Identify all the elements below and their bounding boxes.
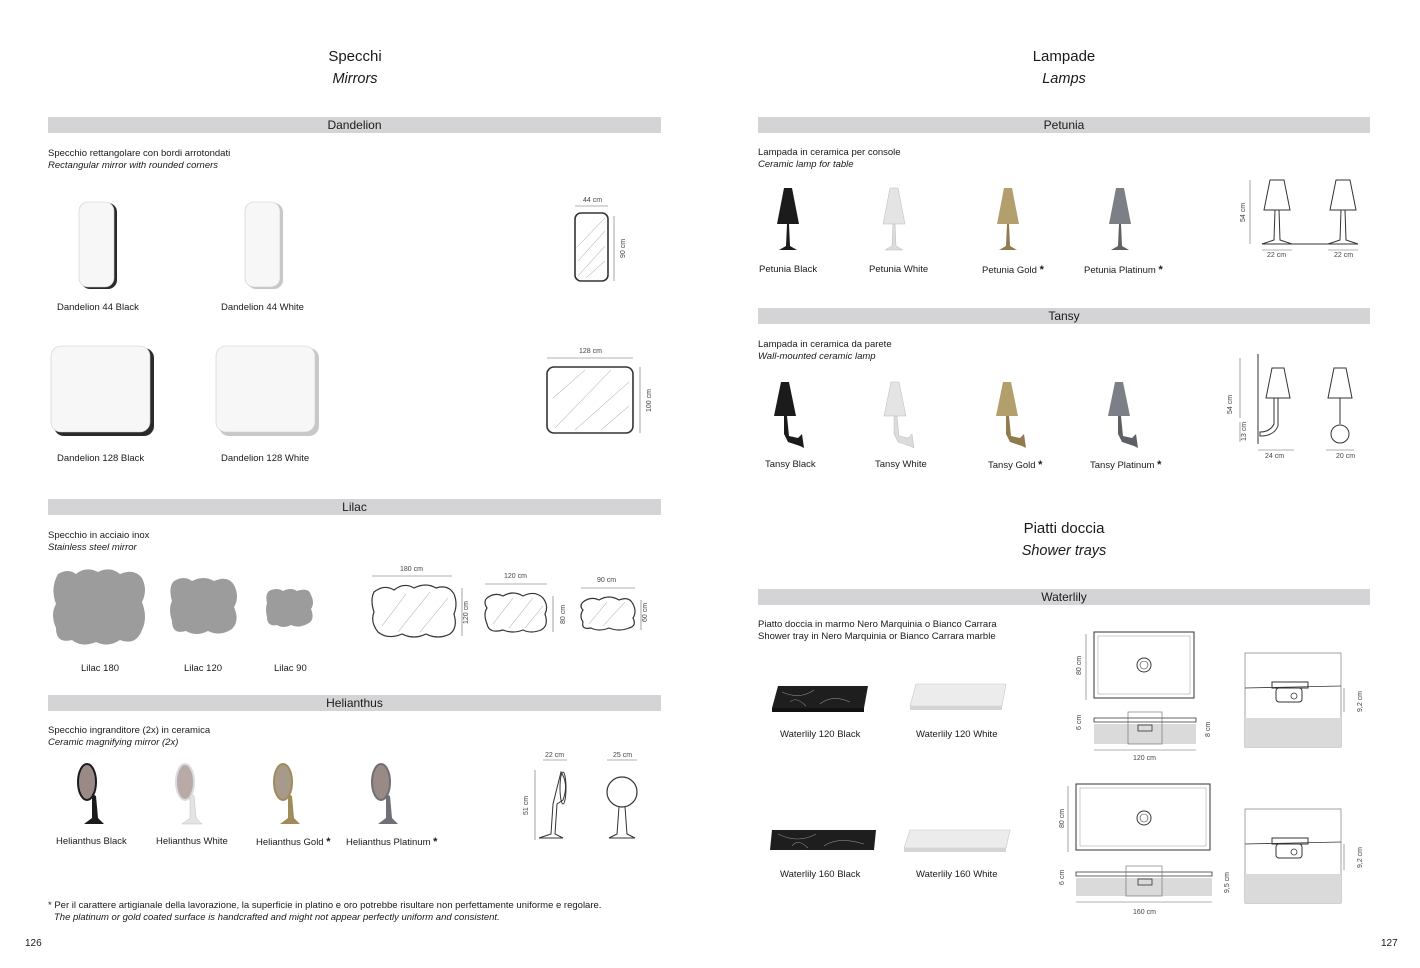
petunia-height: 54 cm bbox=[1240, 202, 1247, 222]
lilac-120-width: 120 cm bbox=[504, 573, 527, 580]
helianthus-gold-name: Helianthus Gold bbox=[256, 837, 324, 848]
tansy-desc-en: Wall-mounted ceramic lamp bbox=[758, 350, 876, 362]
tansy-platinum-label bbox=[1090, 459, 1161, 471]
shower-trays-section-title bbox=[964, 520, 1164, 559]
dandelion-bar: Dandelion bbox=[48, 117, 661, 133]
waterlily-160-section-height: 9,2 cm bbox=[1357, 846, 1364, 868]
tansy-platinum-name: Tansy Platinum bbox=[1090, 460, 1155, 471]
petunia-black-label: Petunia Black bbox=[759, 264, 818, 275]
petunia-desc-en: Ceramic lamp for table bbox=[758, 158, 854, 170]
helianthus-platinum-asterisk: * bbox=[433, 836, 438, 848]
shower-trays-title-en: Shower trays bbox=[1021, 543, 1107, 559]
lamps-section-title bbox=[964, 48, 1164, 87]
waterlily-160-black-label: Waterlily 160 Black bbox=[780, 869, 861, 880]
lilac-180-drawing bbox=[370, 576, 470, 642]
dandelion-44-white-label: Dandelion 44 White bbox=[221, 302, 304, 313]
dandelion-44-black-label: Dandelion 44 Black bbox=[57, 302, 139, 313]
helianthus-bar: Helianthus bbox=[48, 695, 661, 711]
waterlily-desc-it: Piatto doccia in marmo Nero Marquinia o Bianco Carrara bbox=[758, 619, 997, 630]
dandelion-44-black-image bbox=[78, 202, 118, 290]
tansy-platinum-image bbox=[1108, 382, 1142, 450]
petunia-platinum-name: Petunia Platinum bbox=[1084, 265, 1156, 276]
waterlily-160-white-label: Waterlily 160 White bbox=[916, 869, 998, 880]
waterlily-160-white-image bbox=[902, 826, 1012, 856]
tansy-width: 20 cm bbox=[1336, 453, 1356, 460]
petunia-white-image bbox=[881, 188, 907, 252]
tansy-description bbox=[758, 339, 892, 362]
tansy-bar: Tansy bbox=[758, 308, 1370, 324]
petunia-gold-image bbox=[995, 188, 1021, 252]
lilac-90-image bbox=[265, 587, 315, 629]
mirrors-title-en: Mirrors bbox=[332, 71, 378, 87]
lilac-90-drawing bbox=[579, 588, 649, 634]
waterlily-desc-en: Shower tray in Nero Marquinia or Bianco Carrara marble bbox=[758, 630, 996, 642]
waterlily-120-drawing bbox=[1086, 630, 1206, 760]
waterlily-120-black-label: Waterlily 120 Black bbox=[780, 729, 861, 740]
waterlily-120-drain-height: 8 cm bbox=[1205, 721, 1212, 737]
helianthus-gold-image bbox=[272, 762, 302, 826]
tansy-gold-label bbox=[988, 459, 1042, 471]
footnote-it: * Per il carattere artigianale della lavorazione, la superficie in platino e oro potrebbe risultare non perfettamente uniforme e regolare. bbox=[48, 900, 602, 911]
helianthus-gold-asterisk: * bbox=[326, 836, 331, 848]
tansy-height: 54 cm bbox=[1227, 394, 1234, 414]
helianthus-desc-en: Ceramic magnifying mirror (2x) bbox=[48, 736, 179, 748]
helianthus-platinum-name: Helianthus Platinum bbox=[346, 837, 431, 848]
helianthus-drawing bbox=[533, 760, 643, 842]
footnote bbox=[48, 900, 601, 924]
dandelion-128-white-image bbox=[215, 346, 321, 438]
lilac-90-height: 60 cm bbox=[642, 602, 649, 622]
waterlily-160-thickness: 6 cm bbox=[1059, 869, 1066, 885]
helianthus-platinum-label bbox=[346, 836, 437, 848]
tansy-gold-asterisk: * bbox=[1038, 459, 1043, 471]
waterlily-description bbox=[758, 619, 997, 642]
lilac-bar: Lilac bbox=[48, 499, 661, 515]
lilac-180-image bbox=[50, 566, 148, 648]
dandelion-128-height: 100 cm bbox=[646, 389, 653, 412]
petunia-drawing bbox=[1248, 176, 1368, 256]
waterlily-bar: Waterlily bbox=[758, 589, 1370, 605]
dandelion-44-width: 44 cm bbox=[583, 197, 603, 204]
lilac-120-label: Lilac 120 bbox=[184, 663, 223, 674]
waterlily-160-width: 160 cm bbox=[1133, 909, 1156, 916]
helianthus-black-image bbox=[76, 762, 106, 826]
petunia-gold-label bbox=[982, 264, 1044, 276]
waterlily-120-white-label: Waterlily 120 White bbox=[916, 729, 998, 740]
dandelion-description bbox=[48, 148, 230, 171]
petunia-platinum-label bbox=[1084, 264, 1163, 276]
waterlily-120-thickness: 6 cm bbox=[1076, 714, 1083, 730]
lamps-title-en: Lamps bbox=[1042, 71, 1086, 87]
lilac-description bbox=[48, 530, 149, 553]
waterlily-160-section bbox=[1244, 808, 1344, 906]
waterlily-120-section bbox=[1244, 652, 1344, 750]
lilac-desc-it: Specchio in acciaio inox bbox=[48, 530, 150, 541]
dandelion-128-black-image bbox=[50, 346, 156, 438]
petunia-white-label: Petunia White bbox=[869, 264, 929, 275]
tansy-gold-name: Tansy Gold bbox=[988, 460, 1036, 471]
lilac-120-image bbox=[168, 575, 240, 637]
dandelion-desc-en: Rectangular mirror with rounded corners bbox=[48, 159, 219, 171]
tansy-white-image bbox=[884, 382, 918, 450]
page-number-right: 127 bbox=[1381, 938, 1398, 949]
tansy-drawing bbox=[1238, 354, 1368, 454]
waterlily-160-depth: 80 cm bbox=[1059, 808, 1066, 828]
petunia-platinum-asterisk: * bbox=[1158, 264, 1163, 276]
helianthus-black-label: Helianthus Black bbox=[56, 836, 127, 847]
tansy-black-label: Tansy Black bbox=[765, 459, 816, 470]
petunia-desc-it: Lampada in ceramica per console bbox=[758, 147, 901, 158]
tansy-white-label: Tansy White bbox=[875, 459, 927, 470]
helianthus-side-width: 22 cm bbox=[545, 752, 565, 759]
helianthus-white-label: Helianthus White bbox=[156, 836, 228, 847]
lilac-90-label: Lilac 90 bbox=[274, 663, 307, 674]
tansy-depth: 24 cm bbox=[1265, 453, 1285, 460]
helianthus-gold-label bbox=[256, 836, 331, 848]
lilac-180-label: Lilac 180 bbox=[81, 663, 120, 674]
petunia-black-image bbox=[775, 188, 801, 252]
lilac-120-drawing bbox=[483, 584, 563, 636]
dandelion-128-black-label: Dandelion 128 Black bbox=[57, 453, 145, 464]
lilac-180-width: 180 cm bbox=[400, 566, 423, 573]
mirrors-title-it: Specchi bbox=[328, 48, 382, 65]
petunia-platinum-image bbox=[1107, 188, 1133, 252]
tansy-platinum-asterisk: * bbox=[1157, 459, 1162, 471]
petunia-width-1: 22 cm bbox=[1267, 252, 1287, 259]
tansy-bracket-height: 13 cm bbox=[1241, 421, 1248, 441]
petunia-gold-asterisk: * bbox=[1039, 264, 1044, 276]
waterlily-120-black-image bbox=[770, 684, 870, 716]
lilac-desc-en: Stainless steel mirror bbox=[48, 541, 137, 553]
lamps-title-it: Lampade bbox=[1032, 48, 1096, 65]
dandelion-44-height: 90 cm bbox=[620, 238, 627, 258]
waterlily-160-drawing bbox=[1068, 782, 1218, 910]
petunia-width-2: 22 cm bbox=[1334, 252, 1354, 259]
dandelion-44-white-image bbox=[244, 202, 284, 290]
lilac-180-height: 120 cm bbox=[463, 601, 470, 624]
helianthus-front-width: 25 cm bbox=[613, 752, 633, 759]
dandelion-128-white-label: Dandelion 128 White bbox=[221, 453, 310, 464]
lilac-90-width: 90 cm bbox=[597, 577, 617, 584]
petunia-description bbox=[758, 147, 901, 170]
dandelion-128-drawing bbox=[545, 358, 645, 438]
helianthus-desc-it: Specchio ingranditore (2x) in ceramica bbox=[48, 725, 211, 736]
mirrors-section-title bbox=[255, 48, 455, 87]
waterlily-160-black-image bbox=[768, 826, 878, 856]
dandelion-44-drawing bbox=[572, 206, 612, 286]
lilac-120-height: 80 cm bbox=[560, 604, 567, 624]
page-number-left: 126 bbox=[25, 938, 42, 949]
waterlily-120-width: 120 cm bbox=[1133, 755, 1156, 762]
petunia-gold-name: Petunia Gold bbox=[982, 265, 1037, 276]
waterlily-120-white-image bbox=[908, 682, 1008, 714]
waterlily-120-depth: 80 cm bbox=[1076, 655, 1083, 675]
dandelion-128-width: 128 cm bbox=[579, 348, 602, 355]
shower-trays-title-it: Piatti doccia bbox=[1023, 520, 1105, 537]
footnote-en: The platinum or gold coated surface is handcrafted and might not appear perfectly uniform and consistent. bbox=[54, 912, 500, 923]
tansy-black-image bbox=[774, 382, 808, 450]
petunia-bar: Petunia bbox=[758, 117, 1370, 133]
helianthus-height: 51 cm bbox=[523, 795, 530, 815]
tansy-gold-image bbox=[996, 382, 1030, 450]
waterlily-160-drain-height: 9,5 cm bbox=[1224, 871, 1231, 893]
helianthus-description bbox=[48, 725, 210, 748]
helianthus-white-image bbox=[174, 762, 204, 826]
waterlily-120-section-height: 9,2 cm bbox=[1357, 690, 1364, 712]
tansy-desc-it: Lampada in ceramica da parete bbox=[758, 339, 892, 350]
helianthus-platinum-image bbox=[370, 762, 400, 826]
dandelion-desc-it: Specchio rettangolare con bordi arrotondati bbox=[48, 148, 231, 159]
